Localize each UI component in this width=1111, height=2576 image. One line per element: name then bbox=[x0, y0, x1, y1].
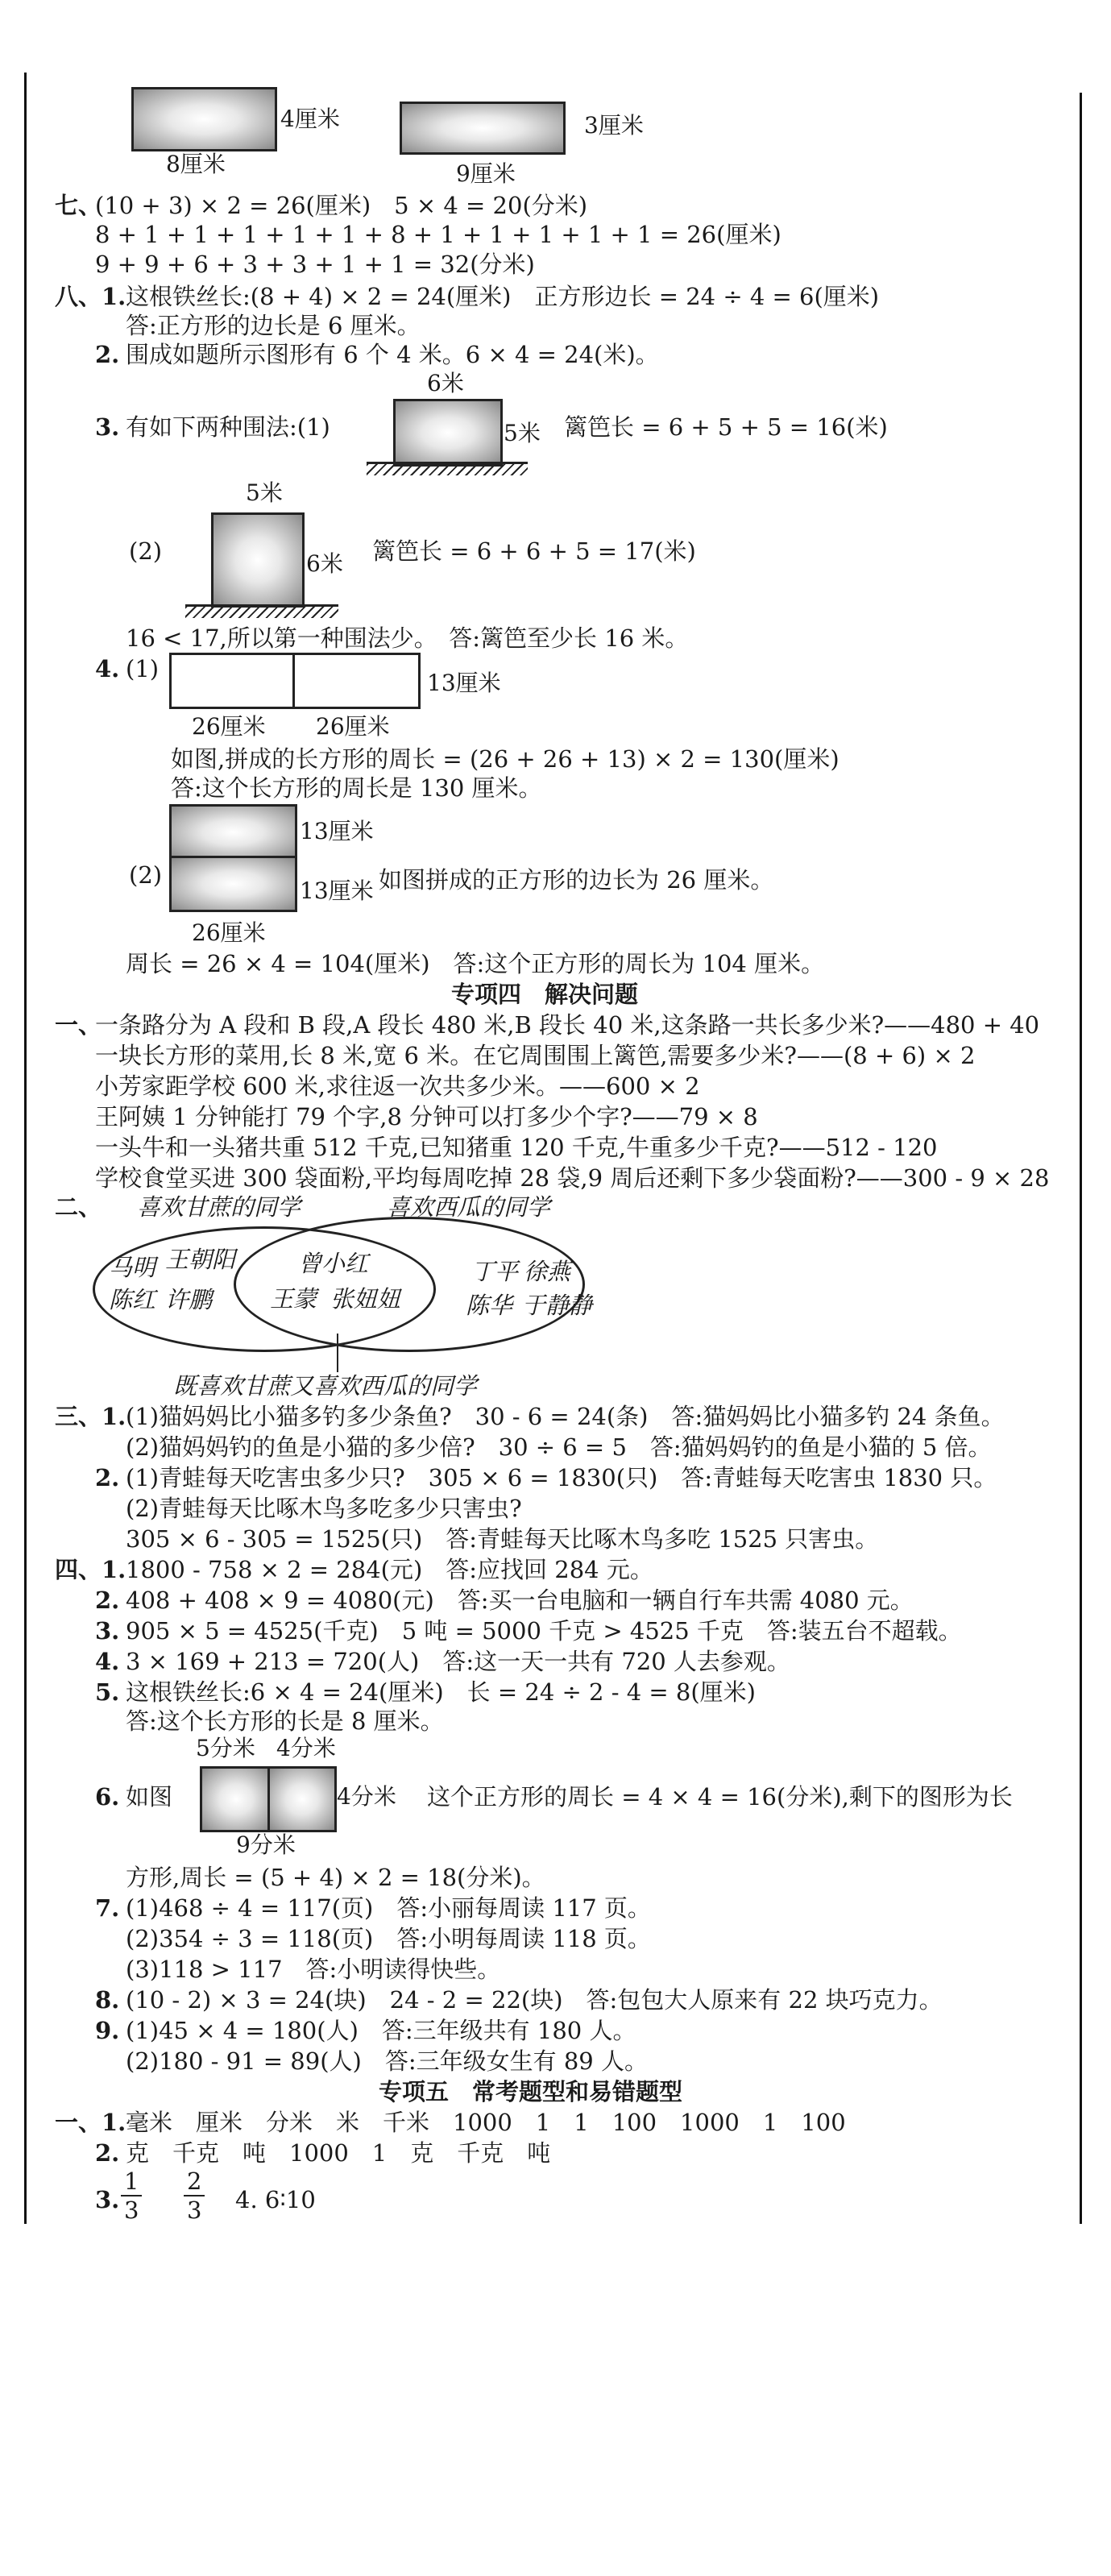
part7-line2: 8 + 1 + 1 + 1 + 1 + 1 + 8 + 1 + 1 + 1 + 1 + 1 = 26(厘米) bbox=[95, 221, 781, 248]
f6-top-label1: 5分米 bbox=[196, 1735, 255, 1761]
fig1-bottom-label: 8厘米 bbox=[166, 151, 226, 177]
part7-label: 七、 bbox=[55, 192, 102, 219]
part7-line1: (10 + 3) × 2 = 26(厘米) 5 × 4 = 20(分米) bbox=[95, 192, 588, 219]
right-margin-line bbox=[1080, 93, 1082, 2224]
venn-left-name4: 许鹏 bbox=[165, 1286, 213, 1313]
part8-q4a: 如图,拼成的长方形的周长 = (26 + 26 + 13) × 2 = 130(厘米) bbox=[171, 745, 839, 773]
s4-f5: 这根铁丝长:6 × 4 = 24(厘米) 长 = 24 ÷ 2 - 4 = 8(厘米) bbox=[126, 1678, 756, 1706]
venn-right-name3: 陈华 bbox=[466, 1292, 513, 1319]
wall-hatch-2 bbox=[185, 607, 338, 618]
s4-l3: 小芳家距学校 600 米,求往返一次共多少米。——600 × 2 bbox=[95, 1072, 700, 1100]
q3-fig1-side-label: 5米 bbox=[504, 420, 541, 446]
q3-fig1-result: 篱笆长 = 6 + 5 + 5 = 16(米) bbox=[564, 413, 888, 441]
s4-f6-pre: 如图 bbox=[126, 1783, 173, 1811]
s4-f6b: 方形,周长 = (5 + 4) × 2 = 18(分米)。 bbox=[126, 1864, 545, 1891]
venn-right-name1: 丁平 bbox=[471, 1258, 519, 1285]
q4-rect-right bbox=[292, 653, 421, 709]
s4-l5: 一头牛和一头猪共重 512 千克,已知猪重 120 千克,牛重多少千克?——512 - 120 bbox=[95, 1134, 938, 1161]
s5-l3-number: 3. bbox=[95, 2186, 120, 2213]
s4-f4-number: 4. bbox=[95, 1648, 120, 1675]
s4-s1b: (2)猫妈妈钓的鱼是小猫的多少倍? 30 ÷ 6 = 5 答:猫妈妈钓的鱼是小猫的 5 倍。 bbox=[126, 1433, 992, 1461]
s4-f5b: 答:这个长方形的长是 8 厘米。 bbox=[126, 1707, 444, 1735]
s5-l2: 克 千克 吨 1000 1 克 千克 吨 bbox=[126, 2139, 551, 2167]
s4-s2-number: 2. bbox=[95, 1464, 120, 1491]
s4-f7c: (3)118 > 117 答:小明读得快些。 bbox=[126, 1956, 501, 1983]
s4-l1: 一条路分为 A 段和 B 段,A 段长 480 米,B 段长 40 米,这条路一共长多少米?——480 + 40 bbox=[95, 1011, 1040, 1039]
q3-fig2-result: 篱笆长 = 6 + 6 + 5 = 17(米) bbox=[372, 537, 696, 565]
q3-fig2-label: (2) bbox=[129, 537, 163, 565]
venn-left-title: 喜欢甘蔗的同学 bbox=[137, 1193, 301, 1221]
part8-q2: 围成如题所示图形有 6 个 4 米。6 × 4 = 24(米)。 bbox=[126, 341, 659, 368]
fig1-side-label: 4厘米 bbox=[280, 106, 340, 132]
s4-f7-number: 7. bbox=[95, 1894, 120, 1922]
s4-l6: 学校食堂买进 300 袋面粉,平均每周吃掉 28 袋,9 周后还剩下多少袋面粉?——300 - 9 × 28 bbox=[95, 1164, 1050, 1192]
f6-rect-left bbox=[200, 1766, 272, 1832]
fraction-one-third bbox=[121, 2167, 142, 2224]
venn-left-name1: 马明 bbox=[109, 1254, 156, 1281]
s4-f9b: (2)180 - 91 = 89(人) 答:三年级女生有 89 人。 bbox=[126, 2047, 648, 2075]
rectangle-figure-8x4 bbox=[131, 87, 277, 151]
venn-bottom-label: 既喜欢甘蔗又喜欢西瓜的同学 bbox=[173, 1372, 478, 1400]
section5-title: 专项五 常考题型和易错题型 bbox=[379, 2078, 683, 2105]
part8-q2-number: 2. bbox=[95, 341, 120, 368]
s4-f9a: (1)45 × 4 = 180(人) 答:三年级共有 180 人。 bbox=[126, 2017, 636, 2044]
venn-left-name2: 王朝阳 bbox=[165, 1246, 236, 1273]
venn-right-name4: 于静静 bbox=[522, 1292, 593, 1319]
s4-f6-number: 6. bbox=[95, 1783, 120, 1811]
left-margin-line bbox=[24, 73, 27, 2224]
part7-line3: 9 + 9 + 6 + 3 + 3 + 1 + 1 = 32(分米) bbox=[95, 251, 535, 278]
f6-bottom-label: 9分米 bbox=[236, 1831, 296, 1858]
s4-part1-label: 一、 bbox=[55, 1011, 102, 1039]
fraction1-denominator: 3 bbox=[124, 2196, 139, 2224]
venn-mid-name1: 曾小红 bbox=[298, 1250, 369, 1277]
s4-f5-number: 5. bbox=[95, 1678, 120, 1706]
q4-fig1-bottom-label-2: 26厘米 bbox=[316, 713, 390, 740]
q4-square-bottom bbox=[169, 856, 297, 912]
rectangle-figure-9x3 bbox=[400, 102, 566, 155]
part8-q1a: 这根铁丝长:(8 + 4) × 2 = 24(厘米) 正方形边长 = 24 ÷ 4 = 6(厘米) bbox=[126, 283, 880, 310]
s4-f3: 905 × 5 = 4525(千克) 5 吨 = 5000 千克 > 4525 千克 答:装五台不超载。 bbox=[126, 1617, 962, 1645]
venn-mid-name3: 张妞妞 bbox=[330, 1285, 401, 1313]
s4-f8: (10 - 2) × 3 = 24(块) 24 - 2 = 22(块) 答:包包大人原来有 22 块巧克力。 bbox=[126, 1986, 943, 2014]
part8-label: 八、1. bbox=[55, 283, 126, 310]
q4-fig2-side-label-1: 13厘米 bbox=[300, 818, 374, 844]
venn-pointer-line bbox=[337, 1334, 338, 1372]
q3-fig2-top-label: 5米 bbox=[246, 479, 283, 506]
fraction2-denominator: 3 bbox=[187, 2196, 202, 2224]
s4-s2c: 305 × 6 - 305 = 1525(只) 答:青蛙每天比啄木鸟多吃 1525 只害虫。 bbox=[126, 1525, 879, 1553]
s4-f4: 3 × 169 + 213 = 720(人) 答:这一天一共有 720 人去参观。 bbox=[126, 1648, 790, 1675]
f6-rect-right bbox=[267, 1766, 337, 1832]
part8-q3-conclusion: 16 < 17,所以第一种围法少。 答:篱笆至少长 16 米。 bbox=[126, 624, 689, 652]
part8-q1b: 答:正方形的边长是 6 厘米。 bbox=[126, 312, 421, 339]
fence-figure-2 bbox=[211, 512, 305, 608]
venn-left-name3: 陈红 bbox=[109, 1286, 156, 1313]
s4-s1a: (1)猫妈妈比小猫多钓多少条鱼? 30 - 6 = 24(条) 答:猫妈妈比小猫多钓 24 条鱼。 bbox=[126, 1403, 1005, 1430]
q4-sub2-label: (2) bbox=[129, 861, 163, 889]
s4-f8-number: 8. bbox=[95, 1986, 120, 2014]
s4-part4-label: 四、1. bbox=[55, 1556, 126, 1583]
venn-right-title: 喜欢西瓜的同学 bbox=[387, 1193, 551, 1221]
q3-fig1-top-label: 6米 bbox=[427, 370, 464, 396]
s4-s2b: (2)青蛙每天比啄木鸟多吃多少只害虫? bbox=[126, 1495, 522, 1522]
q3-fig2-side-label: 6米 bbox=[306, 550, 343, 577]
q4-fig1-side-label: 13厘米 bbox=[427, 670, 501, 696]
q4-fig1-bottom-label-1: 26厘米 bbox=[192, 713, 266, 740]
q4-fig2-bottom-label: 26厘米 bbox=[192, 919, 266, 946]
s4-part2-label: 二、 bbox=[55, 1193, 102, 1221]
s5-l2-number: 2. bbox=[95, 2139, 120, 2167]
part8-q4d: 周长 = 26 × 4 = 104(厘米) 答:这个正方形的周长为 104 厘米。 bbox=[126, 950, 825, 977]
s4-f3-number: 3. bbox=[95, 1617, 120, 1645]
fence-figure-1 bbox=[393, 399, 503, 467]
f6-top-label2: 4分米 bbox=[276, 1735, 336, 1761]
venn-right-name2: 徐燕 bbox=[524, 1258, 571, 1285]
s4-f7b: (2)354 ÷ 3 = 118(页) 答:小明每周读 118 页。 bbox=[126, 1925, 651, 1952]
s4-f6: 这个正方形的周长 = 4 × 4 = 16(分米),剩下的图形为长 bbox=[427, 1783, 1013, 1811]
s4-f2-number: 2. bbox=[95, 1587, 120, 1614]
q4-rect-left bbox=[169, 653, 297, 709]
part8-q3: 有如下两种围法:(1) bbox=[126, 413, 330, 441]
part8-q3-number: 3. bbox=[95, 413, 120, 441]
s4-f1: 1800 - 758 × 2 = 284(元) 答:应找回 284 元。 bbox=[126, 1556, 653, 1583]
section4-title: 专项四 解决问题 bbox=[451, 981, 639, 1008]
q4-square-top bbox=[169, 804, 297, 861]
fraction1-numerator: 1 bbox=[121, 2167, 142, 2196]
s4-s2a: (1)青蛙每天吃害虫多少只? 305 × 6 = 1830(只) 答:青蛙每天吃害虫 1830 只。 bbox=[126, 1464, 997, 1491]
part8-q4c: 如图拼成的正方形的边长为 26 厘米。 bbox=[379, 866, 774, 894]
fig2-bottom-label: 9厘米 bbox=[456, 160, 516, 187]
s4-f9-number: 9. bbox=[95, 2017, 120, 2044]
fraction-two-thirds bbox=[184, 2167, 205, 2224]
wall-hatch-1 bbox=[367, 464, 528, 475]
venn-mid-name2: 王蒙 bbox=[270, 1285, 317, 1313]
s4-f7a: (1)468 ÷ 4 = 117(页) 答:小丽每周读 117 页。 bbox=[126, 1894, 651, 1922]
q4-fig2-side-label-2: 13厘米 bbox=[300, 877, 374, 904]
fraction2-numerator: 2 bbox=[184, 2167, 205, 2196]
s4-part3-label: 三、1. bbox=[55, 1403, 126, 1430]
fig2-side-label: 3厘米 bbox=[584, 112, 644, 139]
part8-q4b: 答:这个长方形的周长是 130 厘米。 bbox=[171, 774, 542, 802]
f6-side-label: 4分米 bbox=[337, 1783, 396, 1810]
s4-l2: 一块长方形的菜用,长 8 米,宽 6 米。在它周围围上篱笆,需要多少米?——(8 + 6) × 2 bbox=[95, 1042, 976, 1069]
s5-l1: 毫米 厘米 分米 米 千米 1000 1 1 100 1000 1 100 bbox=[126, 2109, 846, 2136]
s4-f2: 408 + 408 × 9 = 4080(元) 答:买一台电脑和一辆自行车共需 4080 元。 bbox=[126, 1587, 914, 1614]
q4-sub1-label: (1) bbox=[126, 655, 160, 682]
s5-l4: 4. 6∶10 bbox=[235, 2186, 316, 2213]
s4-l4: 王阿姨 1 分钟能打 79 个字,8 分钟可以打多少个字?——79 × 8 bbox=[95, 1103, 758, 1130]
part8-q4-number: 4. bbox=[95, 655, 120, 682]
s5-part1-label: 一、1. bbox=[55, 2109, 126, 2136]
